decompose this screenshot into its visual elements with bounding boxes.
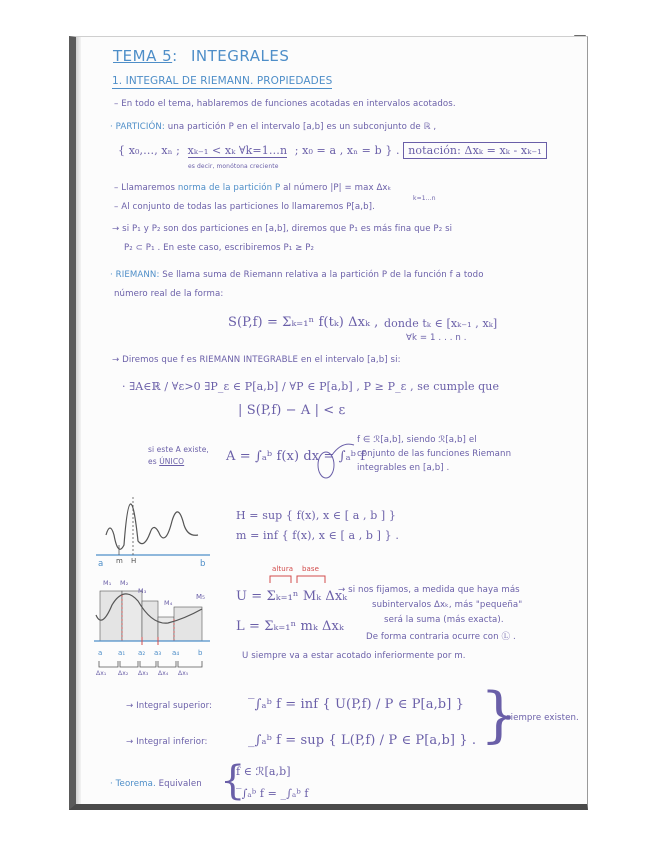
- set-open: { x₀,…, xₙ ;: [118, 144, 180, 157]
- condition-note: es decir, monótona creciente: [188, 163, 279, 170]
- unico-note-1: si este A existe,: [148, 445, 209, 454]
- riemann-line-1: [110, 270, 484, 280]
- graph1-label-a: a: [98, 559, 104, 569]
- integral-inferior-label: → Integral inferior:: [126, 737, 208, 747]
- sup-formula: H = sup { f(x), x ∈ [ a , b ] }: [236, 509, 397, 522]
- notebook-page: [69, 36, 588, 810]
- delta-4: Δx₄: [158, 670, 169, 677]
- graph1-label-b: b: [200, 559, 206, 569]
- conjunto-line: – Al conjunto de todas las particiones lo llamaremos P[a,b].: [114, 202, 375, 212]
- riemann-class-desc-2: conjunto de las funciones Riemann: [357, 449, 512, 459]
- norma-term: norma de la partición P: [177, 183, 281, 193]
- graph1-label-m: m: [116, 557, 123, 565]
- circle-annotation: [314, 439, 354, 489]
- sums-note-2: subintervalos Δxₖ, más "pequeña": [372, 600, 523, 610]
- particion-set: [118, 144, 547, 157]
- intro-text: – En todo el tema, hablaremos de funciones acotadas en intervalos acotados.: [114, 99, 456, 109]
- riemann-text: Se llama suma de Riemann relativa a la partición P de la función f a todo: [162, 270, 484, 280]
- graph2-label-M1: M₁: [103, 579, 112, 587]
- set-close: ; x₀ = a , xₙ = b } .: [294, 144, 400, 157]
- delta-1: Δx₁: [96, 670, 107, 677]
- teorema-condition-2: ‾∫ₐᵇ f = _∫ₐᵇ f: [236, 787, 309, 800]
- lower-sum-formula: L = Σₖ₌₁ⁿ mₖ Δxₖ: [236, 619, 344, 634]
- graph2-axis-a1: a₁: [118, 649, 126, 657]
- norma-line: [114, 183, 391, 193]
- upper-sum-formula: U = Σₖ₌₁ⁿ Mₖ Δxₖ: [236, 589, 348, 604]
- sums-note-3: será la suma (más exacta).: [384, 615, 504, 625]
- graph2-label-M4: M₄: [164, 599, 173, 607]
- integral-superior-formula: ‾∫ₐᵇ f = inf { U(P,f) / P ∈ P[a,b] }: [248, 697, 464, 712]
- graph2-label-M5: M₅: [196, 593, 206, 601]
- integral-definition: A = ∫ₐᵇ f(x) dx = ∫ₐᵇ f: [226, 449, 366, 464]
- norma-prefix: – Llamaremos: [114, 183, 176, 193]
- graph2-label-M2: M₂: [120, 579, 129, 587]
- graph2-axis-a: a: [98, 649, 103, 657]
- unico-prefix: es: [148, 457, 160, 466]
- norma-subscript: k=1…n: [413, 195, 436, 202]
- graph1-label-H: H: [131, 557, 137, 565]
- riemann-sum-where: donde tₖ ∈ [xₖ₋₁ , xₖ]: [384, 317, 498, 330]
- graph2-label-M3: M₃: [138, 587, 147, 595]
- riemann-label: · RIEMANN:: [110, 270, 160, 280]
- right-brace: }: [480, 680, 519, 750]
- graph2-axis-a4: a₄: [172, 649, 180, 657]
- altura-label: altura: [272, 565, 294, 573]
- riemann-class-desc-1: f ∈ ℛ[a,b], siendo ℛ[a,b] el: [357, 435, 477, 445]
- integrable-line: → Diremos que f es RIEMANN INTEGRABLE en el intervalo [a,b] si:: [112, 355, 401, 365]
- teorema-label: · Teorema.: [110, 779, 156, 789]
- particion-text: una partición P en el intervalo [a,b] es un subconjunto de ℝ ,: [167, 122, 437, 132]
- integrable-condition: · ∃A∈ℝ / ∀ε>0 ∃P_ε ∈ P[a,b] / ∀P ∈ P[a,b] , P ≥ P_ε , se cumple que: [122, 380, 500, 393]
- delta-brackets: [98, 661, 208, 669]
- title-text: INTEGRALES: [191, 47, 290, 65]
- riemann-sum-formula: S(P,f) = Σₖ₌₁ⁿ f(tₖ) Δxₖ ,: [228, 315, 379, 330]
- graph2-axis-b: b: [198, 649, 203, 657]
- graph2-axis-a2: a₂: [138, 649, 146, 657]
- finura-line-1: → si P₁ y P₂ son dos particiones en [a,b], diremos que P₁ es más fina que P₂ si: [112, 224, 453, 234]
- upper-sum-bound: U siempre va a estar acotado inferiormente por m.: [242, 651, 466, 661]
- particion-label: · PARTICIÓN:: [110, 122, 165, 132]
- sup-inf-graph: [94, 485, 214, 565]
- base-label: base: [302, 565, 320, 573]
- section-heading: 1. INTEGRAL DE RIEMANN. PROPIEDADES: [112, 75, 333, 87]
- particion-line: [110, 122, 436, 132]
- riemann-line-2: número real de la forma:: [114, 289, 224, 299]
- unico-word: ÚNICO: [159, 457, 185, 466]
- riemann-sum-where-2: ∀k = 1 . . . n .: [406, 333, 467, 343]
- delta-2: Δx₂: [118, 670, 129, 677]
- teorema-condition-1: f ∈ ℛ[a,b]: [236, 765, 291, 778]
- page-title: [113, 47, 289, 65]
- title-separator: :: [172, 47, 178, 65]
- inf-formula: m = inf { f(x), x ∈ [ a , b ] } .: [236, 529, 399, 542]
- integral-inferior-formula: _∫ₐᵇ f = sup { L(P,f) / P ∈ P[a,b] } .: [248, 733, 477, 748]
- unico-note-2: [148, 457, 184, 466]
- altura-base-brackets: [269, 575, 329, 583]
- sums-note-4: De forma contraria ocurre con Ⓛ .: [366, 632, 516, 642]
- teorema-line: [110, 779, 202, 789]
- left-brace: {: [220, 758, 246, 804]
- delta-5: Δx₅: [178, 670, 189, 677]
- set-condition: xₖ₋₁ < xₖ ∀k=1…n: [187, 144, 288, 157]
- norma-suffix: al número |P| = max Δxₖ: [283, 183, 392, 193]
- title-prefix: TEMA 5: [113, 47, 173, 65]
- notation-box: notación: Δxₖ = xₖ - xₖ₋₁: [403, 142, 547, 159]
- finura-line-2: P₂ ⊂ P₁ . En este caso, escribiremos P₁ ≥ P₂: [124, 243, 315, 253]
- graph2-axis-a3: a₃: [154, 649, 162, 657]
- integrable-inequality: | S(P,f) − A | < ε: [238, 403, 346, 418]
- integral-superior-label: → Integral superior:: [126, 701, 213, 711]
- sums-note-1: → si nos fijamos, a medida que haya más: [338, 585, 520, 595]
- riemann-class-desc-3: integrables en [a,b] .: [357, 463, 450, 473]
- delta-3: Δx₃: [138, 670, 149, 677]
- teorema-text: Equivalen: [158, 779, 202, 789]
- siempre-existen: siempre existen.: [506, 713, 579, 723]
